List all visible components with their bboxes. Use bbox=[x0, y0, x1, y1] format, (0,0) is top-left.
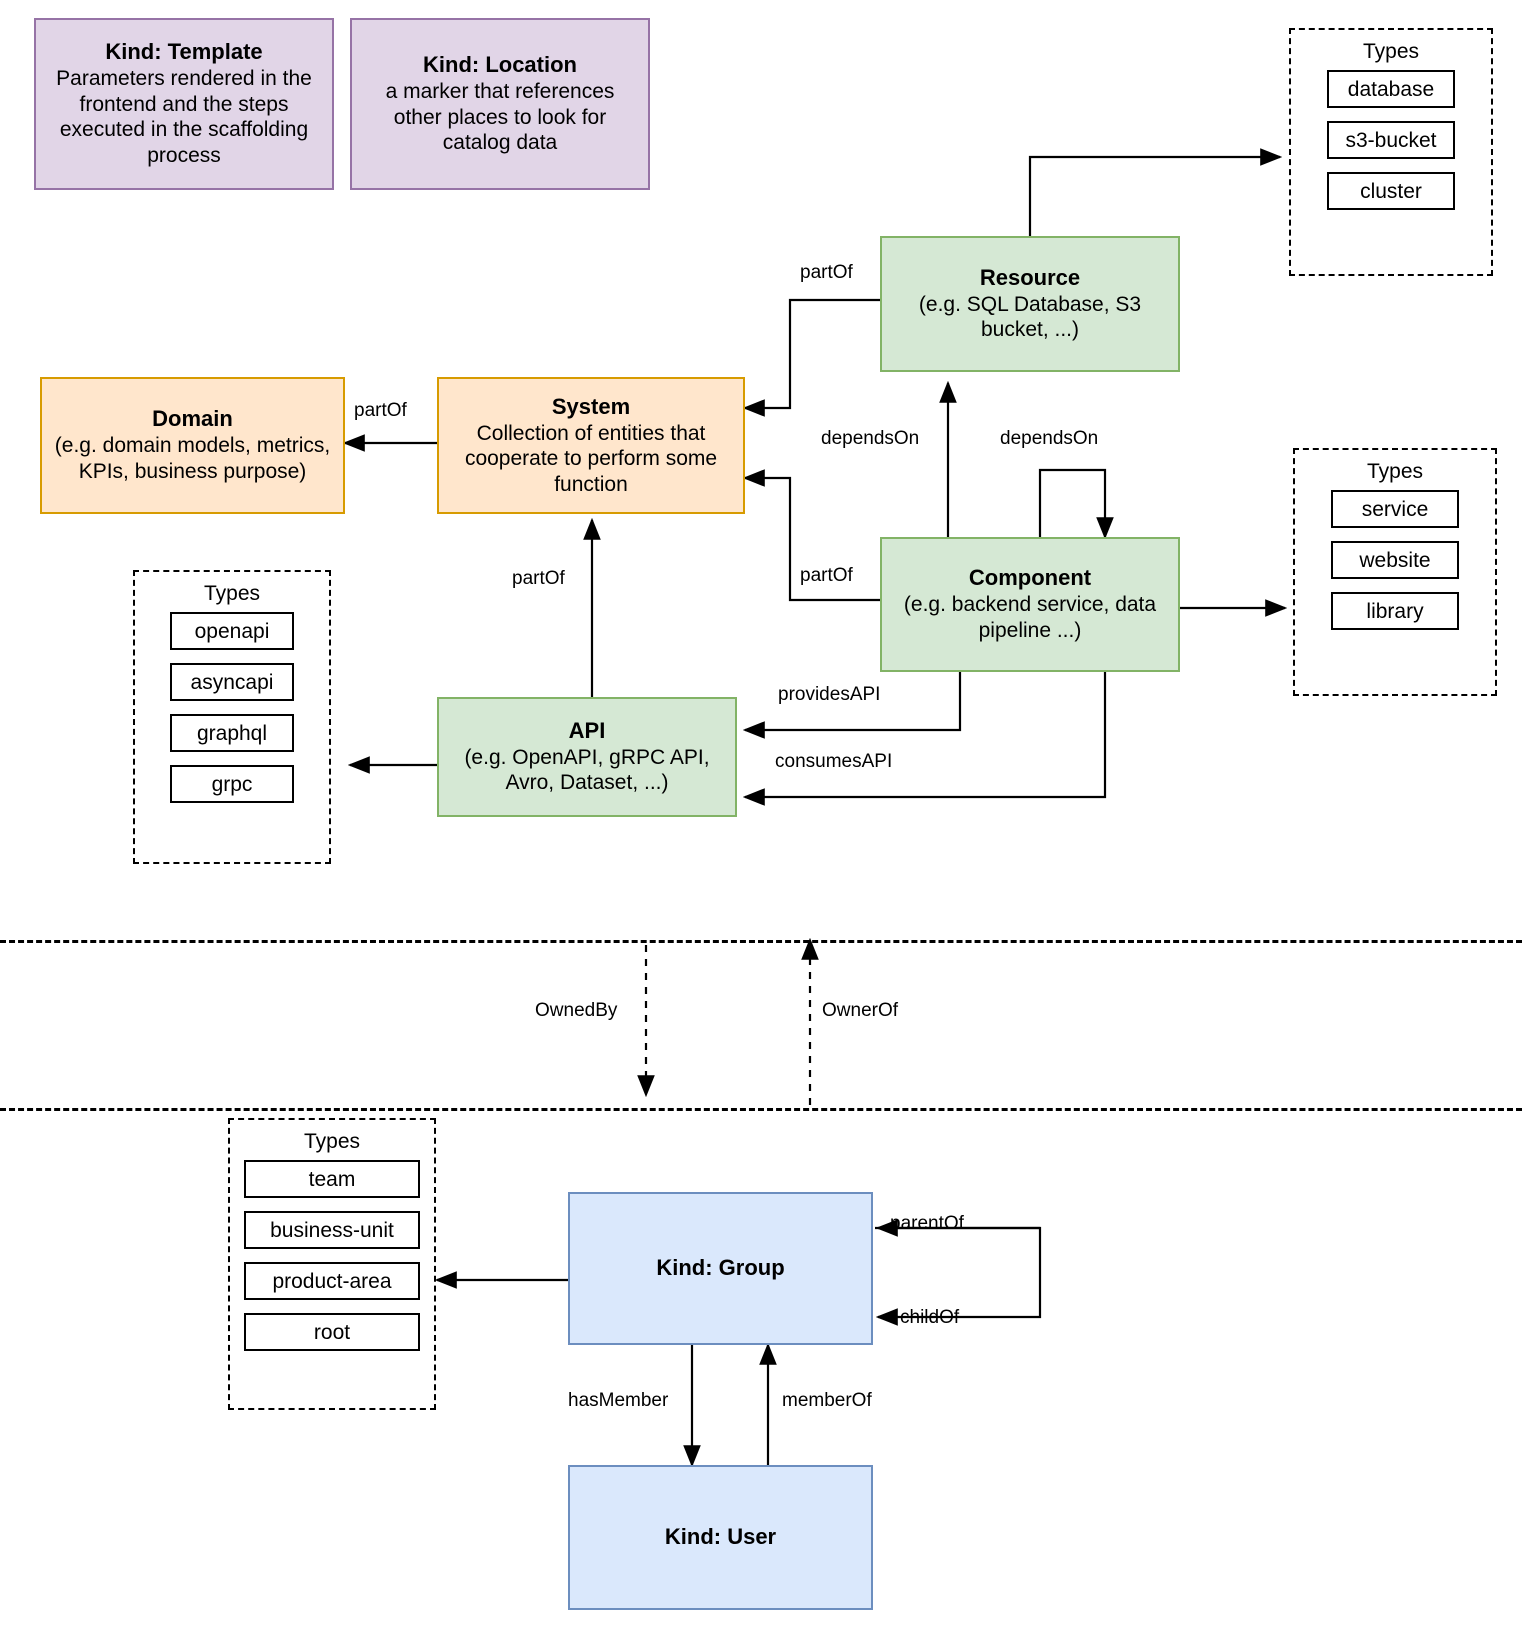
edge-label-resource-partof: partOf bbox=[800, 262, 853, 283]
edge-label-child-of: childOf bbox=[900, 1307, 960, 1328]
type-item-service[interactable]: service bbox=[1331, 490, 1459, 528]
group-types-label: Types bbox=[303, 1130, 361, 1153]
resource-types-label: Types bbox=[1362, 40, 1420, 63]
node-domain-title: Domain bbox=[152, 406, 233, 432]
component-types-group bbox=[1293, 448, 1497, 696]
type-item-business-unit[interactable]: business-unit bbox=[244, 1211, 420, 1249]
node-component[interactable] bbox=[880, 537, 1180, 672]
edge-label-member-of: memberOf bbox=[782, 1390, 872, 1411]
edge-label-has-member: hasMember bbox=[568, 1390, 669, 1411]
type-item-asyncapi[interactable]: asyncapi bbox=[170, 663, 294, 701]
type-item-s3-bucket[interactable]: s3-bucket bbox=[1327, 121, 1455, 159]
node-group-title: Kind: Group bbox=[656, 1255, 785, 1281]
node-resource-description: (e.g. SQL Database, S3 bucket, ...) bbox=[918, 292, 1142, 342]
node-component-title: Component bbox=[968, 565, 1092, 591]
edge-label-domain-partof: partOf bbox=[354, 400, 407, 421]
node-system-title: System bbox=[551, 393, 631, 419]
node-system[interactable] bbox=[437, 377, 745, 514]
node-location[interactable] bbox=[350, 18, 650, 190]
edge-label-provides-api: providesAPI bbox=[778, 684, 881, 705]
group-types-group bbox=[228, 1118, 436, 1410]
api-types-label: Types bbox=[203, 582, 261, 605]
resource-types-group bbox=[1289, 28, 1493, 276]
node-template-description: Parameters rendered in the frontend and the steps executed in the scaffolding process bbox=[56, 67, 312, 168]
type-item-cluster[interactable]: cluster bbox=[1327, 172, 1455, 210]
node-location-title: Kind: Location bbox=[423, 52, 577, 78]
type-item-product-area[interactable]: product-area bbox=[244, 1262, 420, 1300]
node-template[interactable] bbox=[34, 18, 334, 190]
node-domain-description: (e.g. domain models, metrics, KPIs, business purpose) bbox=[54, 434, 331, 483]
node-resource[interactable] bbox=[880, 236, 1180, 372]
edge-label-component-dependson-resource: dependsOn bbox=[821, 428, 920, 449]
node-api[interactable] bbox=[437, 697, 737, 817]
component-types-label: Types bbox=[1366, 460, 1424, 483]
node-domain[interactable] bbox=[40, 377, 345, 514]
edge-label-component-dependson-self: dependsOn bbox=[1000, 428, 1099, 449]
divider-bottom bbox=[0, 1108, 1522, 1111]
node-component-description: (e.g. backend service, data pipeline ...) bbox=[903, 593, 1157, 642]
node-user-title: Kind: User bbox=[664, 1524, 777, 1550]
edge-label-api-partof-system: partOf bbox=[512, 568, 565, 589]
node-user[interactable] bbox=[568, 1465, 873, 1610]
node-api-title: API bbox=[568, 717, 606, 743]
type-item-root[interactable]: root bbox=[244, 1313, 420, 1351]
node-location-description: a marker that references other places to look for catalog data bbox=[385, 80, 615, 155]
type-item-openapi[interactable]: openapi bbox=[170, 612, 294, 650]
type-item-library[interactable]: library bbox=[1331, 592, 1459, 630]
node-system-description: Collection of entities that cooperate to perform some function bbox=[464, 421, 718, 496]
divider-top bbox=[0, 940, 1522, 943]
edge-label-parent-of: parentOf bbox=[890, 1213, 964, 1234]
edge-label-component-partof-system: partOf bbox=[800, 565, 853, 586]
node-template-title: Kind: Template bbox=[105, 39, 263, 65]
node-resource-title: Resource bbox=[979, 264, 1081, 290]
node-api-description: (e.g. OpenAPI, gRPC API, Avro, Dataset, ...) bbox=[464, 745, 710, 795]
edge-label-consumes-api: consumesAPI bbox=[775, 751, 893, 772]
type-item-grpc[interactable]: grpc bbox=[170, 765, 294, 803]
edge-label-owned-by: OwnedBy bbox=[535, 1000, 618, 1021]
type-item-website[interactable]: website bbox=[1331, 541, 1459, 579]
api-types-group bbox=[133, 570, 331, 864]
node-group[interactable] bbox=[568, 1192, 873, 1345]
type-item-graphql[interactable]: graphql bbox=[170, 714, 294, 752]
type-item-team[interactable]: team bbox=[244, 1160, 420, 1198]
edge-label-owner-of: OwnerOf bbox=[822, 1000, 899, 1021]
type-item-database[interactable]: database bbox=[1327, 70, 1455, 108]
